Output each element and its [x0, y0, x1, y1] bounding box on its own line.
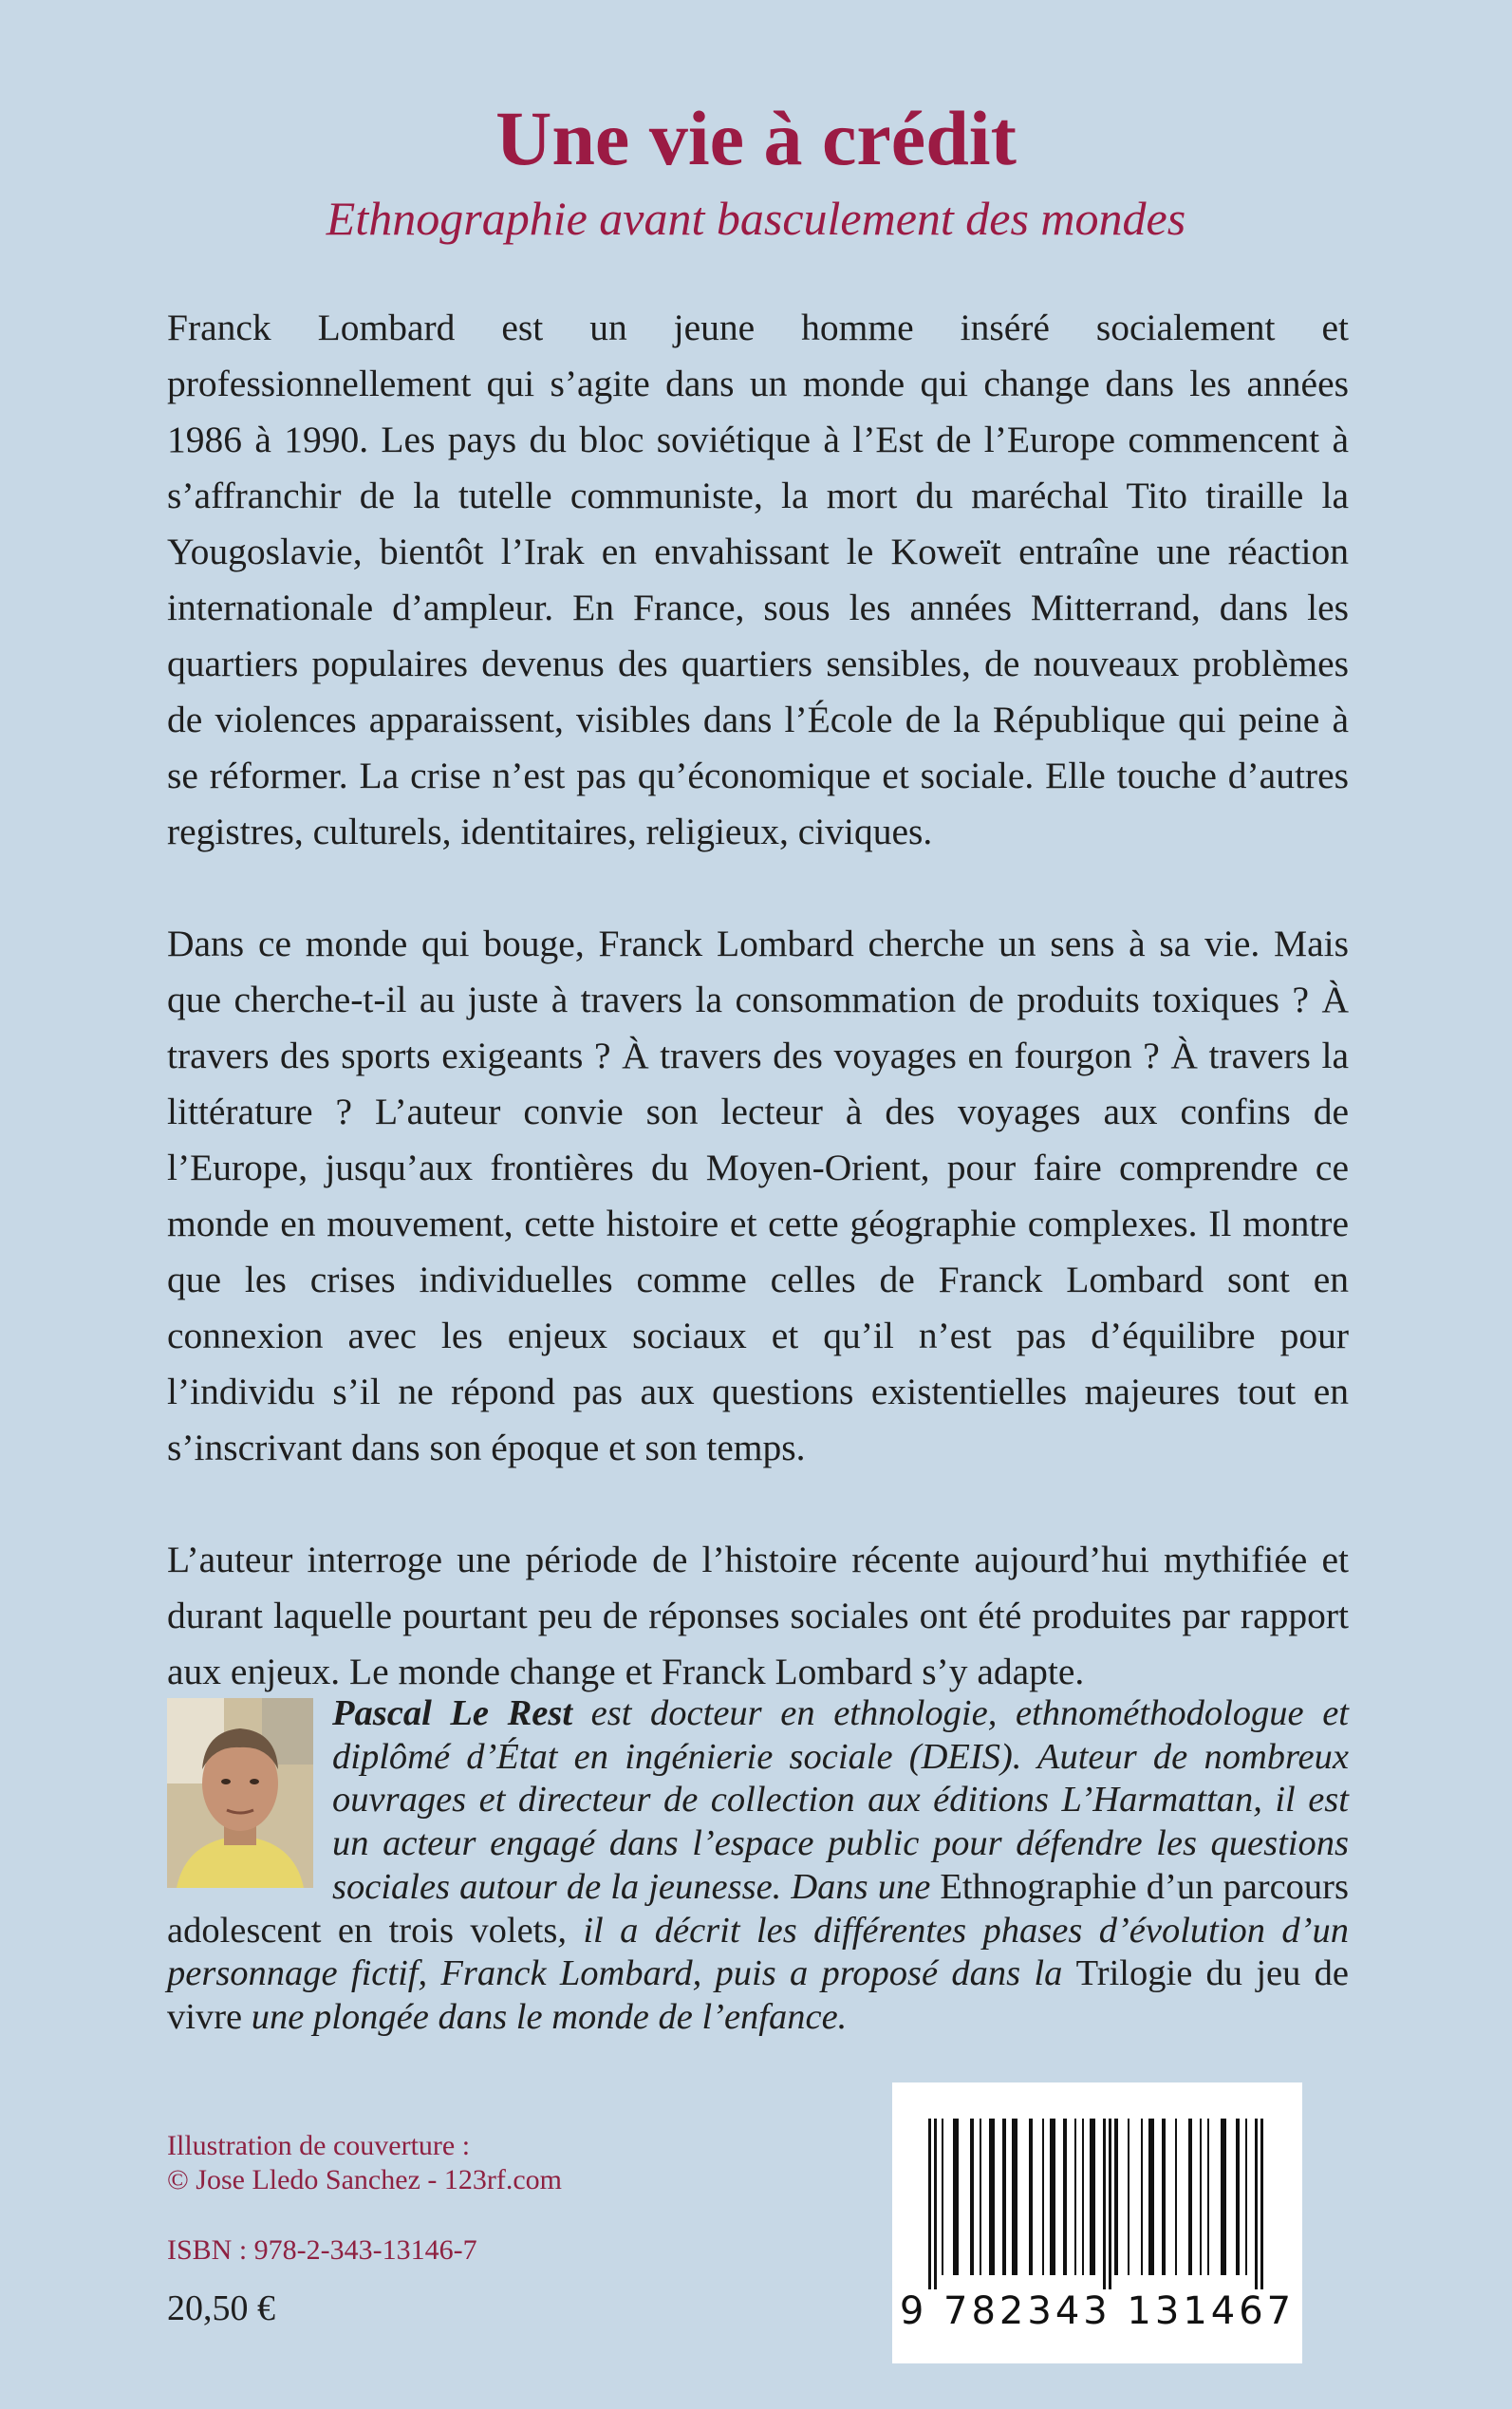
barcode-bars-graphic — [923, 2119, 1272, 2289]
isbn-text: ISBN : 978-2-343-13146-7 — [167, 2234, 477, 2266]
author-portrait-image — [167, 1698, 313, 1888]
author-name: Pascal Le Rest — [332, 1693, 573, 1733]
blurb-paragraph-1: Franck Lombard est un jeune homme inséré socialement et professionnellement qui s’agite dans un monde qui change dans les années 1986 à 1990. Les pays du bloc soviétique à l’Est de l’Europe commencent à s’affranchir de la tutelle communiste, la mort du maréchal Tito tiraille la Yougoslavie, bientôt l’Irak en envahissant le Koweït entraîne une réaction internationale d’ampleur. En France, sous les années Mitterrand, dans les quartiers populaires devenus des quartiers sensibles, de nouveaux problèmes de violences apparaissent, visibles dans l’École de la République qui peine à se réformer. La crise n’est pas qu’économique et sociale. Elle touche d’autres registres, culturels, identitaires, religieux, civiques. — [167, 307, 1349, 852]
author-photo — [167, 1698, 313, 1888]
book-subtitle: Ethnographie avant basculement des mondes — [326, 192, 1186, 245]
credits-line-1: Illustration de couverture : — [167, 2130, 471, 2161]
author-work-ethnographie: Ethnographie d’un parcours adolescent en trois volets — [167, 1866, 1349, 1951]
author-bio — [167, 1692, 1349, 2040]
barcode-digits: 9 782343 131467 — [899, 2289, 1296, 2333]
book-title: Une vie à crédit — [495, 95, 1017, 181]
author-bio-text-3: une plongée dans le monde de l’enfance. — [242, 1996, 848, 2037]
author-bio-text-2: , il a décrit les différentes phases d’évolution d’un personnage fictif, Franck Lombard, puis a proposé dans la — [167, 1910, 1349, 1994]
barcode — [892, 2082, 1302, 2363]
back-cover-blurb — [167, 300, 1349, 1756]
price-text: 20,50 € — [167, 2288, 275, 2328]
blurb-paragraph-2: Dans ce monde qui bouge, Franck Lombard cherche un sens à sa vie. Mais que cherche-t-il au juste à travers la consommation de produits toxiques ? À travers des sports exigeants ? À travers des voyages en fourgon ? À travers la littérature ? L’auteur convie son lecteur à des voyages aux confins de l’Europe, jusqu’aux frontières du Moyen-Orient, pour faire comprendre ce monde en mouvement, cette histoire et cette géographie complexes. Il montre que les crises individuelles comme celles de Franck Lombard sont en connexion avec les enjeux sociaux et qu’il n’est pas d’équilibre pour l’individu s’il ne répond pas aux questions existentielles majeures tout en s’inscrivant dans son époque et son temps. — [167, 923, 1349, 1468]
cover-illustration-credits — [167, 2129, 562, 2197]
blurb-paragraph-3: L’auteur interroge une période de l’histoire récente aujourd’hui mythifiée et durant laquelle pourtant peu de réponses sociales ont été produites par rapport aux enjeux. Le monde change et Franck Lombard s’y adapte. — [167, 1539, 1349, 1692]
author-bio-text-1: est docteur en ethnologie, ethnométhodologue et diplômé d’État en ingénierie sociale (DEIS). Auteur de nombreux ouvrages et directeur de collection aux éditions L’Harmattan, il est un acteur engagé dans l’espace public pour défendre les questions sociales autour de la jeunesse. Dans une — [332, 1693, 1350, 1907]
author-work-trilogie: Trilogie du jeu de vivre — [167, 1953, 1349, 2037]
credits-line-2: © Jose Lledo Sanchez - 123rf.com — [167, 2164, 563, 2195]
